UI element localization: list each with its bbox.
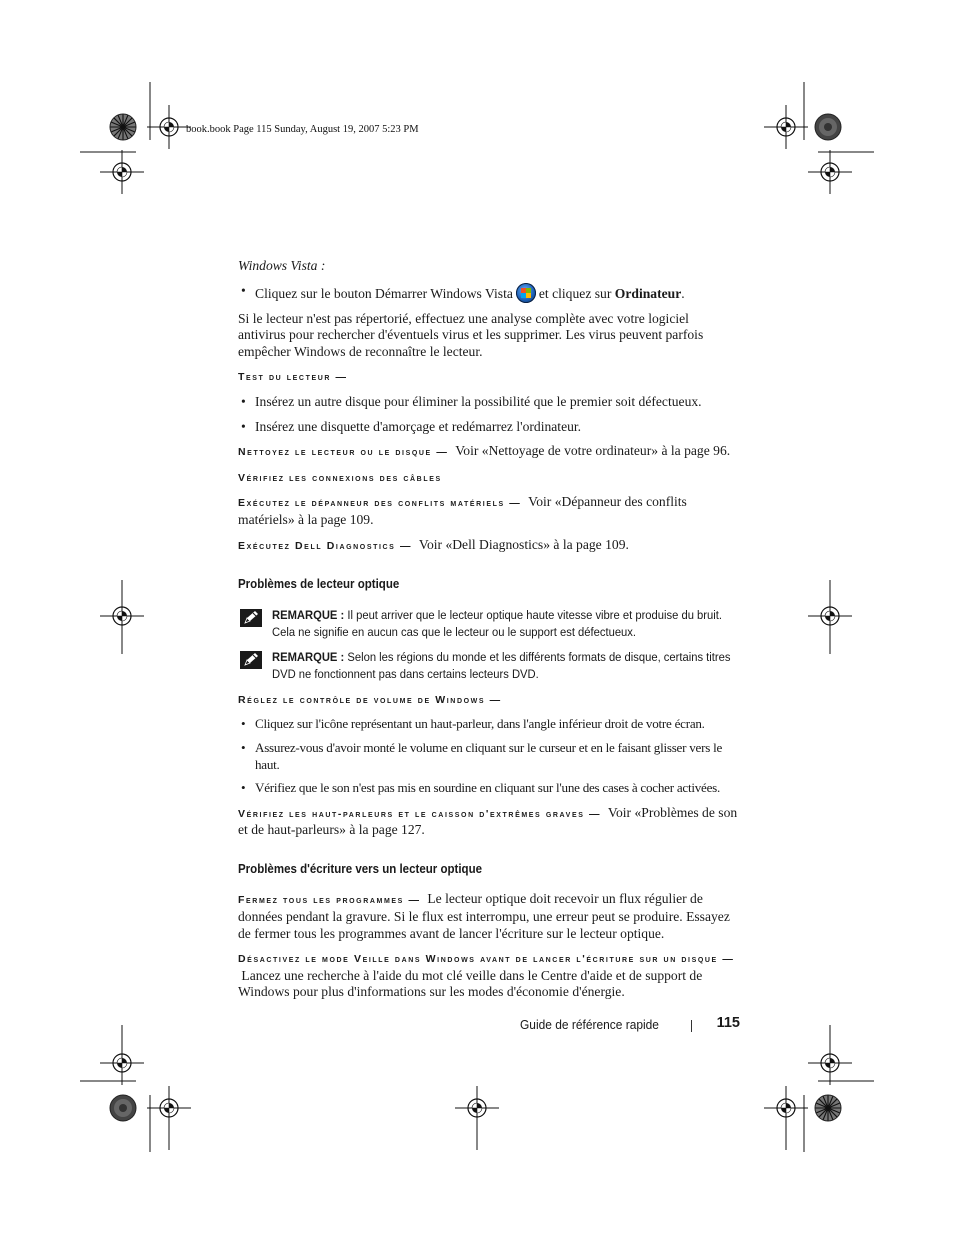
sleep-mode-paragraph: Désactivez le mode Veille dans Windows avant de lancer l'écriture sur un disque — Lancez une recherche à l'aide du mot clé veille dans le Centre d'aide et de support de Windows pour plus d'informations sur les modes d'économie d'énergie. bbox=[238, 953, 735, 1000]
note-dvd-regions: REMARQUE : Selon les régions du monde et les différents formats de disque, certains titres DVD ne fonctionnent pas dans certains lecteurs DVD. bbox=[238, 649, 738, 683]
pencil-note-icon bbox=[240, 609, 262, 627]
pencil-note-icon bbox=[240, 651, 262, 669]
test-heading: Test du lecteur — bbox=[238, 371, 348, 384]
optical-section-title: Problèmes de lecteur optique bbox=[238, 576, 400, 592]
print-header-note: book.book Page 115 Sunday, August 19, 2007 5:23 PM bbox=[186, 124, 419, 135]
not-listed-paragraph: Si le lecteur n'est pas répertorié, effectuez une analyse complète avec votre logiciel antivirus pour rechercher d'éventuels virus et les supprimer. Les virus peuvent parfois empêcher Windows de reconnaître le lecteur. bbox=[238, 310, 704, 359]
clean-paragraph: Nettoyez le lecteur ou le disque — Voir «Nettoyage de votre ordinateur» à la page 96. bbox=[238, 443, 731, 459]
list-item: • Insérez une disquette d'amorçage et redémarrez l'ordinateur. bbox=[238, 419, 738, 436]
vista-bullet-list bbox=[238, 283, 738, 303]
speakers-paragraph: Vérifiez les haut-parleurs et le caisson d'extrêmes graves — Voir «Problèmes de son et de haut-parleurs» à la page 127. bbox=[238, 804, 738, 838]
close-programs-paragraph: Fermez tous les programmes — Le lecteur optique doit recevoir un flux régulier de données pendant la gravure. Si le flux est interrompu, une erreur peut se produire. Essayez de fermer tous les programmes avant de lancer l'écriture sur le lecteur optique. bbox=[238, 891, 730, 941]
list-item: • Vérifiez que le son n'est pas mis en sourdine en cliquant sur l'une des cases à cocher activées. bbox=[238, 780, 738, 797]
page-footer bbox=[518, 1015, 740, 1035]
list-item: • Cliquez sur l'icône représentant un haut-parleur, dans l'angle inférieur droit de votre écran. bbox=[238, 716, 738, 733]
list-item: • Cliquez sur le bouton Démarrer Windows Vista et cliquez sur Ordinateur. bbox=[238, 283, 738, 303]
windows-vista-start-orb-icon bbox=[516, 283, 536, 303]
vista-intro: Windows Vista : bbox=[238, 258, 326, 273]
page-number: 115 bbox=[716, 1015, 740, 1031]
test-bullet-list bbox=[238, 394, 738, 435]
volume-heading: Réglez le contrôle de volume de Windows — bbox=[238, 693, 502, 706]
list-item: • Assurez-vous d'avoir monté le volume en cliquant sur le curseur et en le faisant glisser vers le haut. bbox=[238, 740, 738, 773]
note-vibration: REMARQUE : Il peut arriver que le lecteur optique haute vitesse vibre et produise du bruit. Cela ne signifie en aucun cas que le lecteur ou le support est défectueux. bbox=[238, 607, 738, 641]
footer-divider bbox=[691, 1020, 692, 1032]
cables-heading: Vérifiez les connexions des câbles bbox=[238, 471, 442, 484]
diagnostics-paragraph: Exécutez Dell Diagnostics — Voir «Dell Diagnostics» à la page 109. bbox=[238, 536, 629, 552]
volume-bullet-list bbox=[238, 716, 738, 796]
conflicts-paragraph: Exécutez le dépanneur des conflits matériels — Voir «Dépanneur des conflits matériels» à la page 109. bbox=[238, 494, 687, 527]
page-content bbox=[238, 258, 738, 1001]
footer-guide-title: Guide de référence rapide bbox=[520, 1017, 659, 1032]
list-item: • Insérez un autre disque pour éliminer la possibilité que le premier soit défectueux. bbox=[238, 394, 738, 411]
writing-section-title: Problèmes d'écriture vers un lecteur optique bbox=[238, 860, 483, 876]
